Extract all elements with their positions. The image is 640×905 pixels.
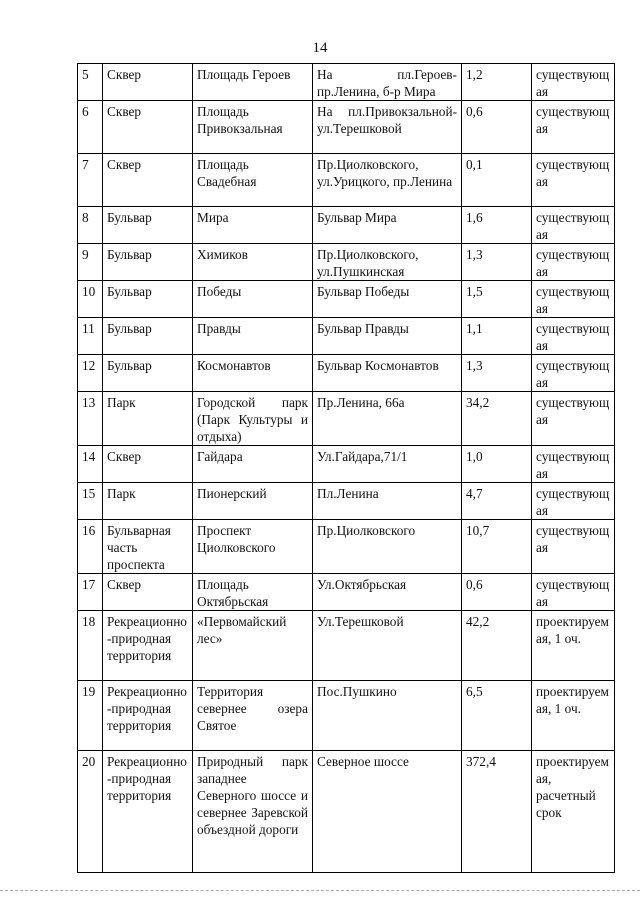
cell-area: 42,2 <box>462 611 532 681</box>
cell-number: 6 <box>78 101 103 154</box>
cell-address: На пл.Привокзальной-ул.Терешковой <box>313 101 462 154</box>
cell-type: Сквер <box>103 446 193 483</box>
cell-address: Бульвар Правды <box>313 318 462 355</box>
table-row <box>78 611 615 681</box>
cell-type: Сквер <box>103 574 193 611</box>
cell-name: Правды <box>193 318 313 355</box>
page-number: 14 <box>312 40 328 56</box>
table-row <box>78 446 615 483</box>
cell-name: Проспект Циолковского <box>193 520 313 574</box>
cell-type: Парк <box>103 483 193 520</box>
cell-name: Пионерский <box>193 483 313 520</box>
cell-type: Бульвар <box>103 207 193 244</box>
cell-number: 20 <box>78 751 103 873</box>
cell-number: 15 <box>78 483 103 520</box>
table-row <box>78 520 615 574</box>
cell-number: 16 <box>78 520 103 574</box>
table-row <box>78 574 615 611</box>
cell-number: 11 <box>78 318 103 355</box>
cell-number: 19 <box>78 681 103 751</box>
table-row <box>78 355 615 392</box>
cell-area: 1,0 <box>462 446 532 483</box>
cell-name: «Первомайский лес» <box>193 611 313 681</box>
cell-status: существующая <box>532 154 615 207</box>
table-row <box>78 483 615 520</box>
cell-status: существующая <box>532 281 615 318</box>
cell-address: Пр.Ленина, 66а <box>313 392 462 446</box>
cell-status: существующая <box>532 244 615 281</box>
cell-area: 1,3 <box>462 244 532 281</box>
cell-number: 9 <box>78 244 103 281</box>
cell-status: существующая <box>532 392 615 446</box>
cell-number: 14 <box>78 446 103 483</box>
cell-name: Площадь Героев <box>193 64 313 101</box>
cell-name: Мира <box>193 207 313 244</box>
table-row <box>78 681 615 751</box>
cell-number: 17 <box>78 574 103 611</box>
cell-name: Химиков <box>193 244 313 281</box>
cell-address: Пр.Циолковского, ул.Пушкинская <box>313 244 462 281</box>
table-row <box>78 244 615 281</box>
table-row <box>78 281 615 318</box>
cell-number: 10 <box>78 281 103 318</box>
cell-area: 1,3 <box>462 355 532 392</box>
cell-address: На пл.Героев-пр.Ленина, б-р Мира <box>313 64 462 101</box>
cell-status: существующая <box>532 318 615 355</box>
table-row <box>78 207 615 244</box>
cell-address: Пос.Пушкино <box>313 681 462 751</box>
cell-status: существующая <box>532 574 615 611</box>
cell-address: Пр.Циолковского <box>313 520 462 574</box>
cell-status: существующая <box>532 520 615 574</box>
table-body <box>78 64 615 873</box>
cell-type: Рекреационно-природная территория <box>103 751 193 873</box>
cell-number: 5 <box>78 64 103 101</box>
cell-address: Бульвар Победы <box>313 281 462 318</box>
cell-area: 0,6 <box>462 574 532 611</box>
cell-name: Площадь Привокзальная <box>193 101 313 154</box>
cell-name: Городской парк (Парк Культуры и отдыха) <box>193 392 313 446</box>
cell-number: 12 <box>78 355 103 392</box>
cell-name: Гайдара <box>193 446 313 483</box>
cell-area: 1,1 <box>462 318 532 355</box>
page-bottom-divider <box>0 890 640 891</box>
cell-area: 34,2 <box>462 392 532 446</box>
cell-status: существующая <box>532 64 615 101</box>
cell-status: существующая <box>532 207 615 244</box>
cell-type: Рекреационно-природная территория <box>103 611 193 681</box>
cell-type: Сквер <box>103 154 193 207</box>
cell-area: 1,5 <box>462 281 532 318</box>
table-row <box>78 751 615 873</box>
cell-area: 10,7 <box>462 520 532 574</box>
cell-address: Пр.Циолковского, ул.Урицкого, пр.Ленина <box>313 154 462 207</box>
cell-type: Бульвар <box>103 318 193 355</box>
cell-type: Бульвар <box>103 244 193 281</box>
cell-address: Ул.Октябрьская <box>313 574 462 611</box>
table-row <box>78 101 615 154</box>
cell-area: 0,6 <box>462 101 532 154</box>
cell-address: Бульвар Космонавтов <box>313 355 462 392</box>
cell-status: существующая <box>532 355 615 392</box>
cell-number: 13 <box>78 392 103 446</box>
cell-number: 18 <box>78 611 103 681</box>
cell-name: Площадь Свадебная <box>193 154 313 207</box>
cell-area: 4,7 <box>462 483 532 520</box>
cell-area: 0,1 <box>462 154 532 207</box>
cell-area: 1,2 <box>462 64 532 101</box>
cell-status: проектируемая, 1 оч. <box>532 681 615 751</box>
cell-status: существующая <box>532 483 615 520</box>
cell-type: Сквер <box>103 101 193 154</box>
cell-name: Победы <box>193 281 313 318</box>
table-row <box>78 392 615 446</box>
cell-address: Ул.Гайдара,71/1 <box>313 446 462 483</box>
cell-address: Северное шоссе <box>313 751 462 873</box>
cell-area: 372,4 <box>462 751 532 873</box>
green-zones-table <box>77 63 615 873</box>
table-row <box>78 64 615 101</box>
cell-number: 8 <box>78 207 103 244</box>
cell-status: проектируемая, 1 оч. <box>532 611 615 681</box>
cell-type: Бульвар <box>103 281 193 318</box>
cell-name: Площадь Октябрьская <box>193 574 313 611</box>
cell-type: Рекреационно-природная территория <box>103 681 193 751</box>
cell-name: Космонавтов <box>193 355 313 392</box>
cell-status: существующая <box>532 101 615 154</box>
cell-type: Бульвар <box>103 355 193 392</box>
cell-address: Ул.Терешковой <box>313 611 462 681</box>
cell-area: 1,6 <box>462 207 532 244</box>
cell-type: Сквер <box>103 64 193 101</box>
cell-area: 6,5 <box>462 681 532 751</box>
cell-address: Бульвар Мира <box>313 207 462 244</box>
cell-type: Парк <box>103 392 193 446</box>
table-row <box>78 154 615 207</box>
table-row <box>78 318 615 355</box>
cell-name: Природный парк западнее Северного шоссе и севернее Заревской объездной дороги <box>193 751 313 873</box>
cell-status: проектируемая, расчетный срок <box>532 751 615 873</box>
cell-name: Территория севернее озера Святое <box>193 681 313 751</box>
cell-number: 7 <box>78 154 103 207</box>
cell-status: существующая <box>532 446 615 483</box>
cell-type: Бульварная часть проспекта <box>103 520 193 574</box>
cell-address: Пл.Ленина <box>313 483 462 520</box>
